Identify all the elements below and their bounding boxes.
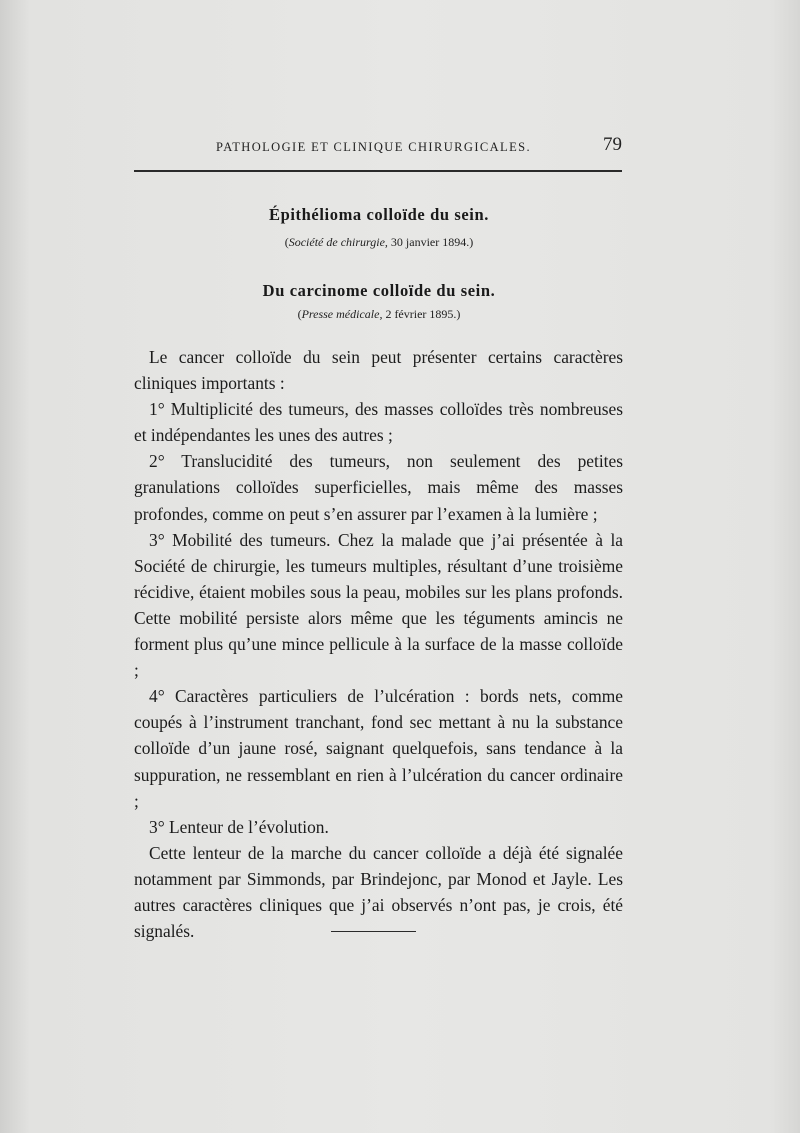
article-title-2: Du carcinome colloïde du sein. (262, 281, 496, 300)
article-source-1-journal: Société de chirurgie, (288, 235, 388, 249)
paragraph-conclusion: Cette lenteur de la marche du cancer colloïde a déjà été signalée notamment par Simmonds, par Brindejonc, par Monod et Jayle. Les autres caractères cliniques que j’ai observés n’ont pas, je crois, été signalés. (134, 842, 623, 942)
article-source-1-date: 30 janvier 1894. (390, 235, 470, 249)
article-source-2: (Presse médicale, 2 février 1895.) (297, 307, 461, 321)
paragraph-intro: Le cancer colloïde du sein peut présenter certains caractères cliniques importants : (134, 347, 623, 394)
running-header (134, 134, 622, 172)
article-title-1: Épithélioma colloïde du sein. (268, 205, 489, 224)
article-source-1: (Société de chirurgie, 30 janvier 1894.) (284, 235, 474, 249)
running-title: PATHOLOGIE ET CLINIQUE CHIRURGICALES. (216, 140, 531, 154)
page-number: 79 (603, 134, 622, 155)
article-source-2-journal: Presse médicale, (301, 307, 383, 321)
paragraph-mobility: 3° Mobilité des tumeurs. Chez la malade que j’ai présentée à la Société de chirurgie, les tumeurs multiples, résultant d’une troisième récidive, étaient mobiles sous la peau, mobiles sur les plans profonds. Cette mobilité persiste alors même que les téguments amincis ne forment plus qu’une mince pellicule à la surface de la masse colloïde ; (134, 529, 623, 681)
paragraph-multiplicity: 1° Multiplicité des tumeurs, des masses colloïdes très nombreuses et indépendantes les unes des autres ; (134, 399, 623, 446)
body-text (134, 344, 623, 944)
closing-divider (331, 931, 416, 932)
article-source-2-date: 2 février 1895. (385, 307, 457, 321)
paragraph-translucidity: 2° Translucidité des tumeurs, non seulement des petites granulations colloïdes superficielles, mais même des masses profondes, comme on peut s’en assurer par l’examen à la lumière ; (134, 451, 623, 524)
paragraph-slowness: 3° Lenteur de l’évolution. (149, 816, 329, 837)
paragraph-ulceration: 4° Caractères particuliers de l’ulcération : bords nets, comme coupés à l’instrument tranchant, fond sec mettant à nu la substance colloïde d’un jaune rosé, saignant quelquefois, sans tendance à la suppuration, ne ressemblant en rien à l’ulcération du cancer ordinaire ; (134, 686, 623, 811)
